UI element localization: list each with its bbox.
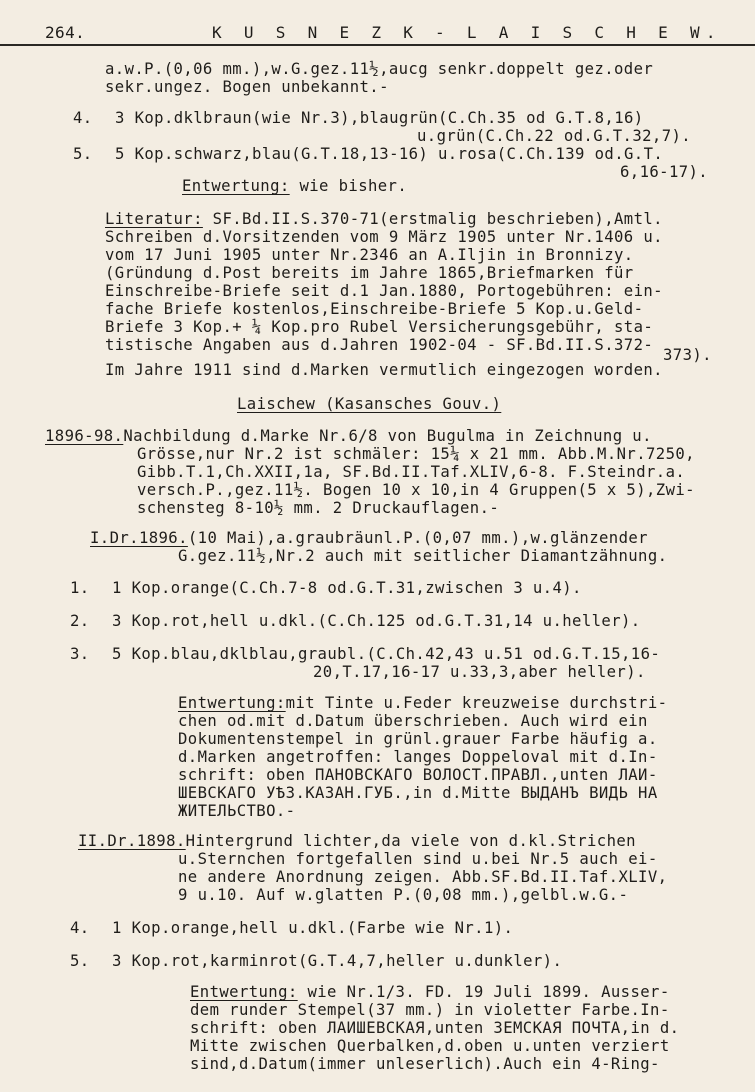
item-number: 3. (70, 645, 90, 663)
page-title: K U S N E Z K - L A I S C H E W. (212, 23, 722, 42)
text-line: 373). (663, 346, 712, 364)
literatur-label: Literatur: (105, 210, 203, 228)
text-line: u.Sternchen fortgefallen sind u.bei Nr.5 auch ei- (178, 850, 658, 868)
text-line: ne andere Anordnung zeigen. Abb.SF.Bd.II.Taf.XLIV, (178, 868, 668, 886)
intro-text: Nachbildung d.Marke Nr.6/8 von Bugulma in Zeichnung u. (123, 427, 652, 445)
item-text: 5 Kop.blau,dklblau,graubl.(C.Ch.42,43 u.51 od.G.T.15,16- (112, 645, 661, 663)
text-line: vom 17 Juni 1905 unter Nr.2346 an A.Iljin in Bronnizy. (105, 246, 634, 264)
dr2-label: II.Dr.1898. (78, 832, 186, 850)
entw2-label: Entwertung: (190, 983, 298, 1001)
item-text: 3 Kop.rot,hell u.dkl.(C.Ch.125 od.G.T.31,14 u.heller). (112, 612, 641, 630)
section-heading: Laischew (Kasansches Gouv.) (237, 395, 502, 413)
item-number: 5. (73, 145, 93, 163)
text-line: ЖИТЕЛЬСТВО.- (178, 802, 296, 820)
entw2-line (190, 983, 670, 1001)
text-line: tistische Angaben aus d.Jahren 1902-04 - SF.Bd.II.S.372- (105, 336, 654, 354)
text-line: Schreiben d.Vorsitzenden vom 9 März 1905 unter Nr.1406 u. (105, 228, 663, 246)
text-line: sekr.ungez. Bogen unbekannt.- (105, 78, 389, 96)
entw1-text: mit Tinte u.Feder kreuzweise durchstri- (285, 694, 668, 712)
item-number: 4. (73, 109, 93, 127)
literatur-text: SF.Bd.II.S.370-71(erstmalig beschrieben),Amtl. (202, 210, 663, 228)
text-line: fache Briefe kostenlos,Einschreibe-Briefe 5 Kop.u.Geld- (105, 300, 644, 318)
literatur-line (105, 210, 663, 228)
item-text: 3 Kop.dklbraun(wie Nr.3),blaugrün(C.Ch.35 od G.T.8,16) (115, 109, 644, 127)
text-line: (Gründung d.Post bereits im Jahre 1865,Briefmarken für (105, 264, 634, 282)
text-line: 9 u.10. Auf w.glatten P.(0,08 mm.),gelbl.w.G.- (178, 886, 629, 904)
entw1-line (178, 694, 667, 712)
item-number: 4. (70, 919, 90, 937)
intro-line (45, 427, 652, 445)
page-number: 264. (45, 23, 86, 42)
item-text: u.grün(C.Ch.22 od.G.T.32,7). (417, 127, 692, 145)
text-line: a.w.P.(0,06 mm.),w.G.gez.11½,aucg senkr.doppelt gez.oder (105, 60, 654, 78)
item-text: 1 Kop.orange(C.Ch.7-8 od.G.T.31,zwischen 3 u.4). (112, 579, 582, 597)
item-number: 1. (70, 579, 90, 597)
text-line: sind,d.Datum(immer unleserlich).Auch ein 4-Ring- (190, 1055, 660, 1073)
intro-years: 1896-98. (45, 427, 124, 445)
text-line: Dokumentenstempel in grünl.grauer Farbe häufig a. (178, 730, 658, 748)
text-line: Grösse,nur Nr.2 ist schmäler: 15¼ x 21 mm. Abb.M.Nr.7250, (137, 445, 695, 463)
entw1-label: Entwertung: (178, 694, 286, 712)
entwertung-line (182, 177, 407, 195)
text-line: schensteg 8-10½ mm. 2 Druckauflagen.- (137, 499, 500, 517)
header-rule (0, 44, 755, 46)
text-line: G.gez.11½,Nr.2 auch mit seitlicher Diamantzähnung. (178, 547, 668, 565)
text-line: Gibb.T.1,Ch.XXII,1a, SF.Bd.II.Taf.XLIV,6-8. F.Steindr.a. (137, 463, 686, 481)
text-line: versch.P.,gez.11½. Bogen 10 x 10,in 4 Gruppen(5 x 5),Zwi- (137, 481, 695, 499)
text-line: dem runder Stempel(37 mm.) in violetter Farbe.In- (190, 1001, 670, 1019)
item-text: 3 Kop.rot,karminrot(G.T.4,7,heller u.dunkler). (112, 952, 563, 970)
text-line: d.Marken angetroffen: langes Doppeloval mit d.In- (178, 748, 658, 766)
dr1-label: I.Dr.1896. (90, 529, 188, 547)
item-text: 1 Kop.orange,hell u.dkl.(Farbe wie Nr.1). (112, 919, 514, 937)
dr2-text: Hintergrund lichter,da viele von d.kl.Strichen (185, 832, 636, 850)
text-line: Mitte zwischen Querbalken,d.oben u.unten verziert (190, 1037, 670, 1055)
text-line: Einschreibe-Briefe seit d.1 Jan.1880, Portogebühren: ein- (105, 282, 663, 300)
item-text: 5 Kop.schwarz,blau(G.T.18,13-16) u.rosa(C.Ch.139 od.G.T. (115, 145, 664, 163)
entwertung-label: Entwertung: (182, 177, 290, 195)
text-line: chen od.mit d.Datum überschrieben. Auch wird ein (178, 712, 648, 730)
dr1-line (90, 529, 648, 547)
text-line: schrift: oben ПАНОВСКАГО ВОЛОСТ.ПРАВЛ.,unten ЛАИ- (178, 766, 658, 784)
item-number: 5. (70, 952, 90, 970)
dr1-text: (10 Mai),a.graubräunl.P.(0,07 mm.),w.glänzender (187, 529, 648, 547)
text-line: Briefe 3 Kop.+ ¼ Kop.pro Rubel Versicherungsgebühr, sta- (105, 318, 654, 336)
text-line: schrift: oben ЛАИШЕВСКАЯ,unten ЗЕМСКАЯ ПОЧТА,in d. (190, 1019, 680, 1037)
text-line: Im Jahre 1911 sind d.Marken vermutlich eingezogen worden. (105, 361, 663, 379)
item-text: 20,T.17,16-17 u.33,3,aber heller). (313, 663, 646, 681)
text-line: ШЕВСКАГО УѢЗ.КАЗАН.ГУБ.,in d.Mitte ВЫДАНЪ ВИДЬ НА (178, 784, 658, 802)
item-text: 6,16-17). (620, 163, 709, 181)
dr2-line (78, 832, 636, 850)
entwertung-text: wie bisher. (289, 177, 408, 195)
item-number: 2. (70, 612, 90, 630)
entw2-text: wie Nr.1/3. FD. 19 Juli 1899. Ausser- (297, 983, 670, 1001)
